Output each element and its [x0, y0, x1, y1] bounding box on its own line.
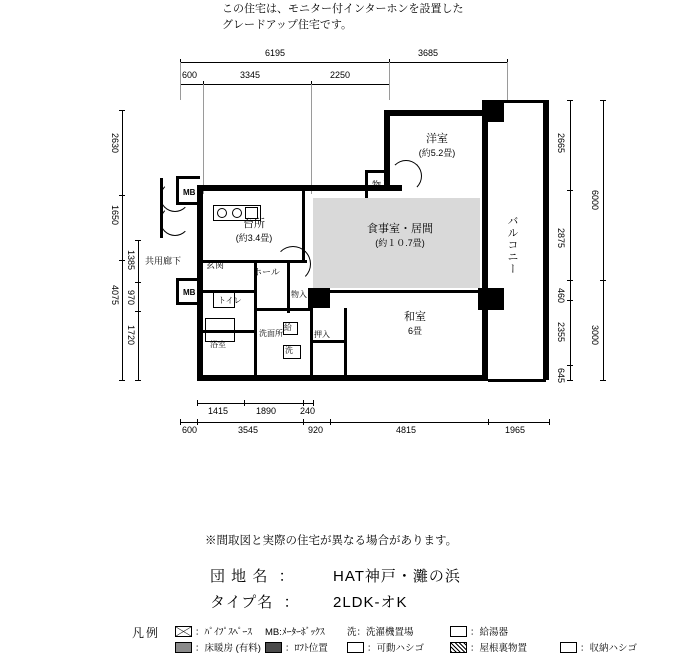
floor-heating-icon — [175, 642, 192, 653]
room-kitchen-size: (約3.4畳) — [235, 232, 273, 243]
dim-tick — [135, 380, 141, 381]
dim-right-2355: 2355 — [556, 322, 566, 343]
balcony-bottom-edge — [488, 379, 546, 382]
legend-label: ：床暖房 (有料) — [195, 643, 261, 654]
entrance-wall — [160, 178, 163, 238]
guide-line — [311, 84, 312, 194]
dim-tick — [119, 195, 125, 196]
dim-left-1385: 1385 — [126, 250, 136, 271]
water-heater-icon — [450, 626, 467, 637]
dim-left-2630: 2630 — [110, 133, 120, 154]
dim-tick — [600, 380, 606, 381]
dim-bot-1890: 1890 — [256, 406, 277, 416]
disclaimer-note: ※間取図と実際の住宅が異なる場合があります。 — [205, 535, 458, 547]
dim-tick — [119, 380, 125, 381]
header-note-line1: この住宅は、モニター付インターホンを設置した — [222, 3, 464, 15]
heater-label: 給 — [284, 323, 292, 332]
dim-right-2875: 2875 — [556, 228, 566, 249]
legend-item-loft — [265, 640, 328, 654]
wall-mb2-left — [176, 278, 179, 304]
room-bedroom — [392, 128, 482, 162]
guide-line — [507, 62, 508, 100]
dim-line-left4 — [138, 240, 139, 380]
legend-label: 洗：洗濯機置場 — [347, 627, 414, 638]
room-kitchen — [210, 214, 298, 246]
dim-top-3685: 3685 — [418, 48, 439, 58]
dim-tick — [567, 100, 573, 101]
room-bath: 浴室 — [210, 340, 226, 349]
legend-label: ：屋根裏物置 — [470, 643, 528, 654]
dim-right-645: 645 — [556, 368, 566, 384]
washer-label: 洗 — [285, 346, 293, 355]
room-genkan: 玄関 — [206, 260, 225, 270]
wall-monoire-top — [365, 170, 389, 173]
loft-icon — [265, 642, 282, 653]
dim-right-3000: 3000 — [590, 325, 600, 346]
room-hall: ホール — [253, 267, 280, 277]
room-balcony — [503, 215, 519, 275]
wall-oshiire-right — [344, 308, 347, 375]
dim-tick — [567, 300, 573, 301]
legend-label: ：収納ハシゴ — [580, 643, 638, 654]
legend-item-pipespace — [175, 624, 252, 638]
room-living-size: (約１０.7畳) — [375, 237, 425, 248]
legend-item-storageladder — [560, 640, 637, 654]
legend-item-waterheater — [450, 624, 508, 638]
wall-bottom — [197, 375, 488, 381]
room-washitsu-name: 和室 — [404, 310, 426, 323]
dim-tick — [135, 311, 141, 312]
legend-item-meterbox — [265, 624, 325, 638]
dim-right-6000: 6000 — [590, 190, 600, 211]
mb-label-1: MB — [183, 188, 196, 197]
dim-tick — [567, 280, 573, 281]
guide-line — [180, 62, 181, 100]
room-oshiire: 押入 — [314, 330, 330, 339]
dim-tick — [135, 240, 141, 241]
dim-line-right4 — [603, 280, 604, 380]
dim-bot-1415: 1415 — [208, 406, 229, 416]
dim-right-2665: 2665 — [556, 133, 566, 154]
dim-left-1720: 1720 — [126, 325, 136, 346]
header-note-line2: グレードアップ住宅です。 — [222, 19, 353, 31]
dim-line-left1 — [122, 110, 123, 195]
room-balcony-name: バルコニー — [505, 215, 518, 275]
estate-name-value: HAT神戸・灘の浜 — [333, 568, 461, 585]
wall-top-bedroom — [384, 110, 488, 116]
wall-mb-top — [176, 176, 200, 179]
legend-item-floorheating — [175, 640, 261, 654]
wall-bedroom-right — [482, 116, 488, 190]
dim-line-left2 — [122, 195, 123, 260]
wall-corner — [197, 185, 200, 193]
legend-label: ：ﾛﾌﾄ位置 — [285, 643, 328, 654]
movable-ladder-icon — [347, 642, 364, 653]
bath-tub — [205, 318, 235, 342]
dim-tick — [197, 400, 198, 406]
wall-mb2-top — [176, 278, 200, 281]
room-monoire-mid: 物入 — [291, 290, 307, 299]
dim-right-460: 460 — [556, 288, 566, 304]
dim-tick — [303, 419, 304, 425]
dim-tick — [600, 100, 606, 101]
dim-bot-4815: 4815 — [396, 425, 417, 435]
guide-line — [389, 62, 390, 100]
wall-bedroom-left — [384, 110, 390, 191]
dim-tick — [330, 419, 331, 425]
dim-tick — [180, 419, 181, 425]
dim-tick — [244, 400, 245, 406]
type-name-label: タイプ名 ： — [210, 594, 300, 611]
dim-left-4075: 4075 — [110, 285, 120, 306]
legend-item-movableladder — [347, 640, 424, 654]
dim-line-right3 — [603, 100, 604, 280]
room-washroom — [259, 330, 283, 338]
room-monoire-top: 物入 — [372, 180, 391, 190]
room-bedroom-name: 洋室 — [425, 132, 448, 145]
legend-label: ：給湯器 — [470, 627, 509, 638]
dim-bot-3545: 3545 — [238, 425, 259, 435]
dim-bot-240: 240 — [300, 406, 316, 416]
room-living-name: 食事室・居間 — [367, 222, 433, 235]
legend-item-atticstorage — [450, 640, 527, 654]
dim-top-2250: 2250 — [330, 70, 351, 80]
legend-label: ：ﾊﾟｲﾌﾟｽﾍﾟｰｽ — [195, 627, 253, 638]
dim-bot-1965: 1965 — [505, 425, 526, 435]
room-washitsu — [370, 308, 460, 338]
hall-door-arc — [275, 246, 311, 282]
dim-tick — [549, 419, 550, 425]
dim-line-left3 — [122, 260, 123, 380]
room-label-corridor: 共用廊下 — [145, 256, 182, 266]
room-washroom-label: 洗面所 — [259, 329, 283, 338]
legend-label: MB:ﾒｰﾀｰﾎﾞｯｸｽ — [265, 627, 325, 638]
legend-label: ：可動ハシゴ — [367, 643, 425, 654]
dim-tick — [135, 282, 141, 283]
dim-bot-600: 600 — [182, 425, 198, 435]
dim-left-970: 970 — [126, 290, 136, 306]
room-bedroom-size: (約5.2畳) — [418, 147, 456, 158]
balcony-top-edge — [488, 100, 546, 103]
dim-tick — [600, 280, 606, 281]
legend-title: 凡例 — [132, 626, 161, 640]
dim-line-top1 — [180, 62, 507, 63]
dim-top-6195: 6195 — [265, 48, 286, 58]
entrance-door-arc-2 — [160, 206, 190, 236]
dim-line-top2 — [180, 84, 389, 85]
room-toilet: トイレ — [218, 296, 242, 305]
mb-label-2: MB — [183, 288, 196, 297]
dim-tick — [567, 380, 573, 381]
wall-bath-right — [254, 263, 257, 375]
room-kitchen-name: 台所 — [242, 217, 265, 230]
dim-line-bot1 — [197, 403, 313, 404]
dim-tick — [488, 419, 489, 425]
dim-tick — [119, 110, 125, 111]
room-living — [330, 218, 470, 252]
attic-storage-icon — [450, 642, 467, 653]
wall-mb2-bottom — [176, 302, 200, 305]
dim-left-1650: 1650 — [110, 205, 120, 226]
pipe-space-icon — [175, 626, 192, 637]
legend-item-washer — [347, 624, 414, 638]
dim-tick — [119, 260, 125, 261]
type-name-value: 2LDK-オK — [333, 594, 408, 611]
balcony-rail-upper — [543, 100, 549, 200]
dim-tick — [567, 365, 573, 366]
wall-washroom-bottom — [254, 308, 312, 311]
bedroom-door-arc — [390, 160, 422, 192]
balcony-rail-lower — [543, 200, 549, 380]
wall-oshiire-sep — [310, 340, 345, 343]
dim-tick — [197, 419, 198, 425]
dim-tick — [567, 190, 573, 191]
wall-washitsu-top — [330, 290, 482, 293]
dim-line-bot2 — [180, 422, 550, 423]
estate-name-label: 団 地 名 ： — [210, 568, 295, 585]
dim-top-600: 600 — [182, 70, 198, 80]
guide-line — [203, 84, 204, 194]
wall-living-right — [482, 190, 488, 290]
storage-ladder-icon — [560, 642, 577, 653]
room-washitsu-size: 6畳 — [407, 325, 422, 336]
dim-bot-920: 920 — [308, 425, 324, 435]
pillar-mid-center — [308, 288, 330, 308]
dim-top-3345: 3345 — [240, 70, 261, 80]
wall-washitsu-right — [482, 305, 488, 377]
